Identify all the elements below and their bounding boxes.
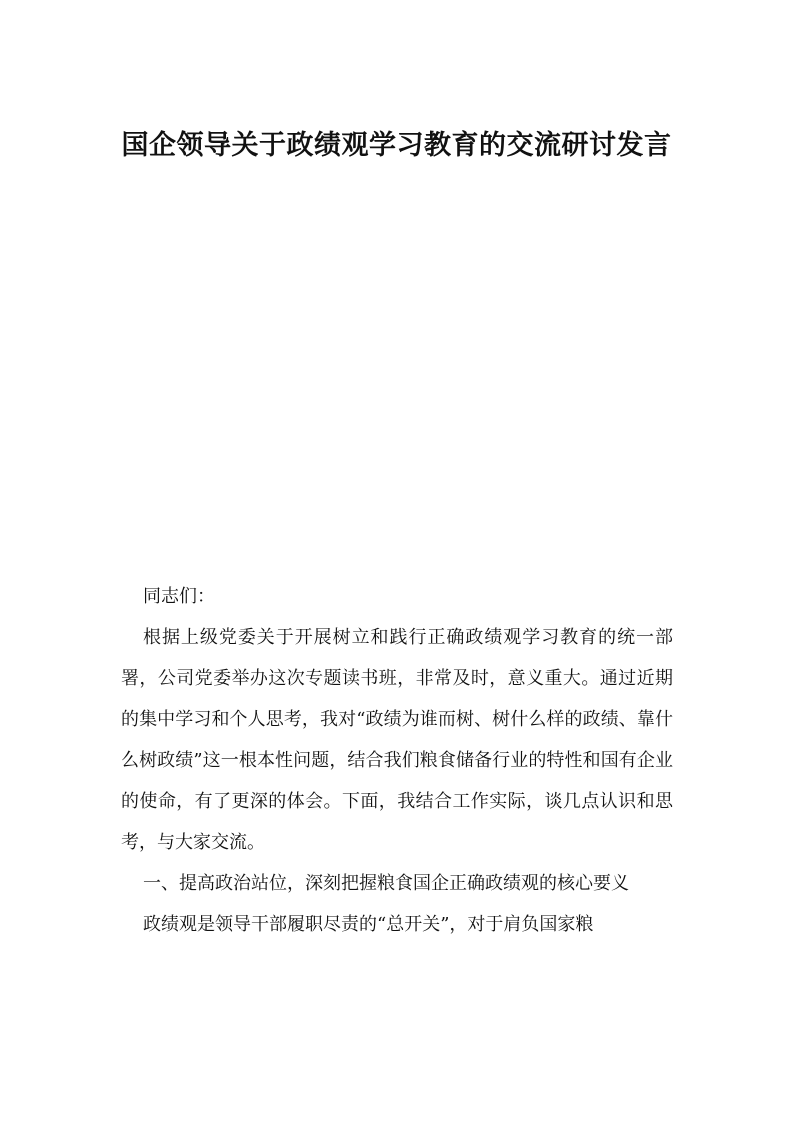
paragraph-intro: 根据上级党委关于开展树立和践行正确政绩观学习教育的统一部署，公司党委举办这次专题读书班，非常及时，意义重大。通过近期的集中学习和个人思考，我对“政绩为谁而树、树什么样的政绩、靠什么树政绩”这一根本性问题，结合我们粮食储备行业的特性和国有企业的使命，有了更深的体会。下面，我结合工作实际，谈几点认识和思考，与大家交流。: [121, 627, 673, 853]
paragraph-section-1: 政绩观是领导干部履职尽责的“总开关”，对于肩负国家粮: [143, 914, 594, 935]
document-body: [121, 576, 673, 945]
document-title: 国企领导关于政绩观学习教育的交流研讨发言: [121, 130, 672, 161]
section-heading-1: 一、提高政治站位，深刻把握粮食国企正确政绩观的核心要义: [143, 873, 629, 894]
salutation: 同志们：: [143, 586, 215, 607]
